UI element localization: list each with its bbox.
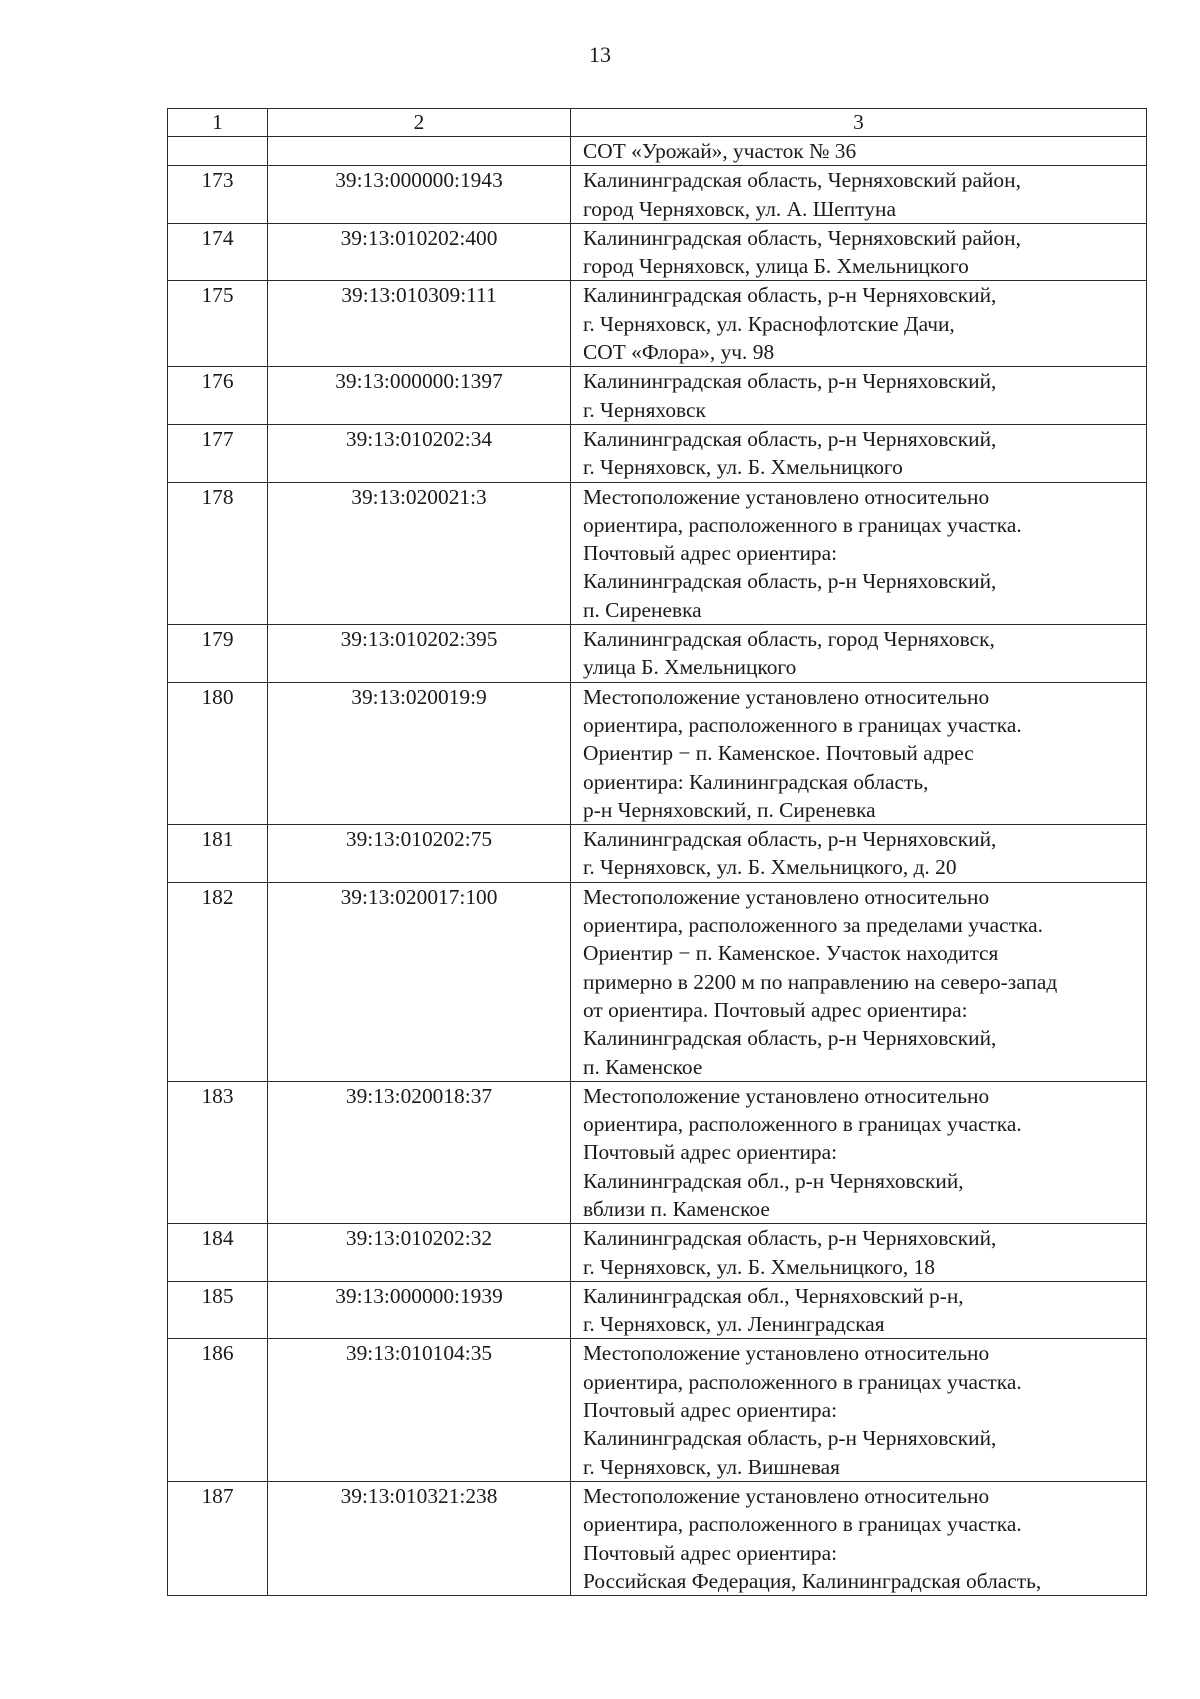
table-row [168,882,1147,1081]
address-cell [571,281,1147,367]
row-number-cell: 177 [168,424,268,482]
column-header-1: 1 [168,109,268,137]
table-row [168,1081,1147,1223]
address-cell [571,223,1147,281]
column-header-2: 2 [268,109,571,137]
address-line: Российская Федерация, Калининградская область, [583,1568,1042,1593]
cadastral-number-cell: 39:13:020017:100 [268,882,571,1081]
table-row [168,166,1147,224]
address-line: ориентира, расположенного в границах участка. [583,1112,1022,1137]
column-header-3: 3 [571,109,1147,137]
address-line: Почтовый адрес ориентира: [583,1540,838,1565]
address-line: Калининградская обл., р-н Черняховский, [583,1168,964,1193]
address-line: Местоположение установлено относительно [583,884,990,909]
page-number: 13 [589,42,611,67]
address-line: р-н Черняховский, п. Сиреневка [583,797,876,822]
cadastral-number-cell: 39:13:000000:1397 [268,367,571,425]
address-line: Местоположение установлено относительно [583,484,990,509]
table-header [168,109,1147,137]
address-line: г. Черняховск, ул. Б. Хмельницкого, 18 [583,1254,935,1279]
address-line: Местоположение установлено относительно [583,1483,990,1508]
address-cell [571,1281,1147,1339]
address-line: г. Черняховск, ул. Краснофлотские Дачи, [583,311,955,336]
land-plot-table [167,108,1147,1596]
address-line: ориентира, расположенного в границах участка. [583,712,1022,737]
address-line: Калининградская область, р-н Черняховский, [583,827,997,852]
row-number-cell: 178 [168,482,268,624]
address-line: улица Б. Хмельницкого [583,655,797,680]
address-cell [571,424,1147,482]
address-line: ориентира, расположенного в границах участка. [583,512,1022,537]
row-number-cell: 183 [168,1081,268,1223]
row-number-cell: 179 [168,625,268,683]
address-cell [571,682,1147,824]
address-cell [571,882,1147,1081]
cadastral-number-cell: 39:13:020019:9 [268,682,571,824]
address-line: Калининградская область, р-н Черняховский, [583,1426,997,1451]
address-line: Почтовый адрес ориентира: [583,541,838,566]
cadastral-number-cell: 39:13:020018:37 [268,1081,571,1223]
table-row [168,1481,1147,1595]
address-cell [571,1081,1147,1223]
address-line: Калининградская область, р-н Черняховский, [583,1026,997,1051]
row-number-cell: 175 [168,281,268,367]
address-line: СОТ «Флора», уч. 98 [583,340,775,365]
table-row [168,1281,1147,1339]
address-cell [571,1339,1147,1481]
address-line: от ориентира. Почтовый адрес ориентира: [583,997,968,1022]
address-cell [571,482,1147,624]
table-row [168,825,1147,883]
address-line: Местоположение установлено относительно [583,684,990,709]
row-number-cell: 187 [168,1481,268,1595]
cadastral-number-cell: 39:13:000000:1943 [268,166,571,224]
table-row [168,281,1147,367]
address-line: г. Черняховск, ул. Ленинградская [583,1312,885,1337]
cadastral-number-cell: 39:13:010202:34 [268,424,571,482]
address-line: город Черняховск, улица Б. Хмельницкого [583,254,969,279]
address-line: примерно в 2200 м по направлению на северо-запад [583,969,1058,994]
row-number-cell [168,137,268,166]
cadastral-number-cell: 39:13:010202:32 [268,1224,571,1282]
row-number-cell: 186 [168,1339,268,1481]
address-line: Калининградская область, р-н Черняховский, [583,283,997,308]
row-number-cell: 181 [168,825,268,883]
cadastral-number-cell: 39:13:020021:3 [268,482,571,624]
address-line: город Черняховск, ул. А. Шептуна [583,196,896,221]
row-number-cell: 173 [168,166,268,224]
address-line: Калининградская область, р-н Черняховский, [583,569,997,594]
address-cell [571,166,1147,224]
table-row [168,682,1147,824]
table-body [168,137,1147,1596]
cadastral-number-cell: 39:13:010104:35 [268,1339,571,1481]
address-line: Калининградская область, р-н Черняховский, [583,1226,997,1251]
table-row [168,625,1147,683]
address-cell [571,367,1147,425]
address-cell [571,1224,1147,1282]
address-line: Местоположение установлено относительно [583,1083,990,1108]
address-cell [571,625,1147,683]
address-line: г. Черняховск, ул. Б. Хмельницкого [583,455,903,480]
address-line: Калининградская область, город Черняховск, [583,627,995,652]
address-line: Почтовый адрес ориентира: [583,1140,838,1165]
address-line: Ориентир − п. Каменское. Участок находится [583,941,999,966]
address-line: ориентира: Калининградская область, [583,769,929,794]
table-row [168,367,1147,425]
address-line: Почтовый адрес ориентира: [583,1398,838,1423]
table-row [168,137,1147,166]
address-line: ориентира, расположенного в границах участка. [583,1369,1022,1394]
cadastral-number-cell: 39:13:010309:111 [268,281,571,367]
cadastral-number-cell: 39:13:010321:238 [268,1481,571,1595]
address-line: Калининградская область, р-н Черняховский, [583,369,997,394]
address-line: п. Сиреневка [583,597,702,622]
address-line: п. Каменское [583,1054,703,1079]
address-line: СОТ «Урожай», участок № 36 [583,139,857,163]
cadastral-number-cell: 39:13:010202:75 [268,825,571,883]
address-line: ориентира, расположенного в границах участка. [583,1512,1022,1537]
table-row [168,1224,1147,1282]
table-row [168,482,1147,624]
address-line: Калининградская область, Черняховский район, [583,168,1021,193]
column-number-row [168,109,1147,137]
address-line: ориентира, расположенного за пределами участка. [583,913,1043,938]
address-cell [571,137,1147,166]
cadastral-number-cell [268,137,571,166]
table-row [168,1339,1147,1481]
address-line: Калининградская область, Черняховский район, [583,225,1021,250]
address-cell [571,1481,1147,1595]
cadastral-number-cell: 39:13:010202:395 [268,625,571,683]
table-row [168,424,1147,482]
address-line: г. Черняховск, ул. Б. Хмельницкого, д. 20 [583,855,957,880]
row-number-cell: 184 [168,1224,268,1282]
address-line: Местоположение установлено относительно [583,1341,990,1366]
address-line: г. Черняховск, ул. Вишневая [583,1454,840,1479]
address-line: Ориентир − п. Каменское. Почтовый адрес [583,741,974,766]
cadastral-number-cell: 39:13:010202:400 [268,223,571,281]
row-number-cell: 176 [168,367,268,425]
row-number-cell: 174 [168,223,268,281]
address-line: вблизи п. Каменское [583,1196,770,1221]
cadastral-number-cell: 39:13:000000:1939 [268,1281,571,1339]
row-number-cell: 180 [168,682,268,824]
table-row [168,223,1147,281]
address-line: Калининградская обл., Черняховский р-н, [583,1283,964,1308]
address-line: г. Черняховск [583,397,706,422]
row-number-cell: 182 [168,882,268,1081]
row-number-cell: 185 [168,1281,268,1339]
address-cell [571,825,1147,883]
address-line: Калининградская область, р-н Черняховский, [583,426,997,451]
